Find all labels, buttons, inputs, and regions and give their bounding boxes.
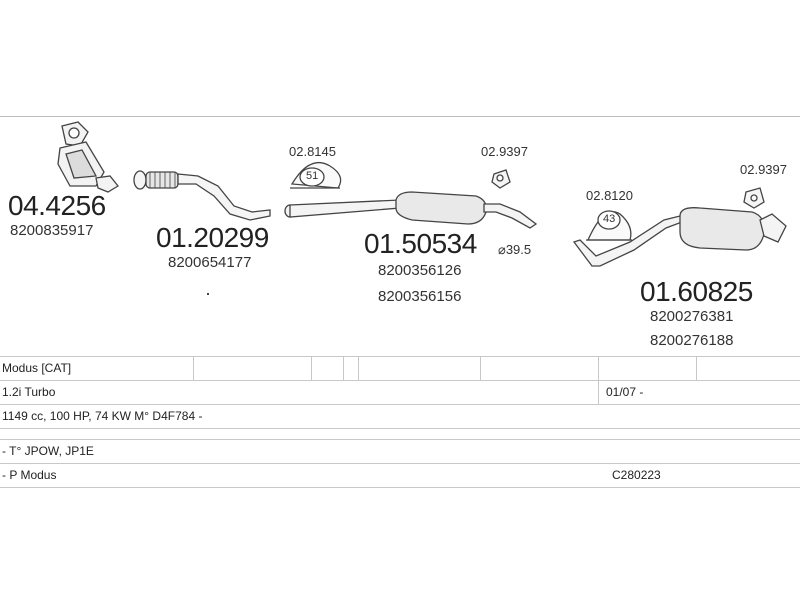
column-divider [598,357,599,380]
catalog-ref-cell: C280223 [612,468,661,482]
part-number[interactable]: 01.50534 [364,228,477,259]
column-divider [311,357,312,380]
column-divider [696,357,697,380]
table-row [0,405,800,429]
middle-silencer-icon [285,192,536,228]
rubber-hanger-icon [492,170,510,188]
engine-cell: 1.2i Turbo [2,385,56,399]
accessory-code: 02.8145 [289,144,336,159]
accessory-code: 02.9397 [740,162,787,177]
oem-number: 8200356126 [378,262,462,279]
oem-number: 8200276381 [650,308,734,325]
column-divider [358,357,359,380]
oem-number: 8200276188 [650,332,734,349]
vehicle-spec-table [0,356,800,488]
table-row [0,381,800,405]
clamp-badge: 43 [603,213,616,225]
part-number[interactable]: 01.20299 [156,222,269,253]
accessory-code: 02.8120 [586,188,633,203]
table-row [0,464,800,488]
date-cell: 01/07 - [606,385,644,399]
column-divider [343,357,344,380]
table-row [0,429,800,440]
catalytic-converter-icon [58,122,118,192]
specs-cell: 1149 cc, 100 HP, 74 KW M° D4F784 - [2,409,203,423]
rubber-hanger-icon [744,188,764,208]
clamp-badge: 51 [306,170,319,182]
table-row [0,356,800,381]
type-codes-cell: - T° JPOW, JP1E [2,444,94,458]
platform-cell: - P Modus [2,468,57,482]
table-row [0,440,800,464]
part-number[interactable]: 04.4256 [8,190,106,221]
marker-dot [207,293,209,295]
oem-number: 8200654177 [168,254,252,271]
column-divider [480,357,481,380]
exhaust-diagram [0,116,800,356]
accessory-code: 02.9397 [481,144,528,159]
oem-number: 8200356156 [378,288,462,305]
pipe-diameter-label: ⌀39.5 [498,242,532,257]
part-number[interactable]: 01.60825 [640,276,753,307]
oem-number: 8200835917 [10,222,94,239]
column-divider [598,381,599,404]
column-divider [193,357,194,380]
model-cell: Modus [CAT] [2,361,72,375]
front-pipe-icon [134,171,270,220]
